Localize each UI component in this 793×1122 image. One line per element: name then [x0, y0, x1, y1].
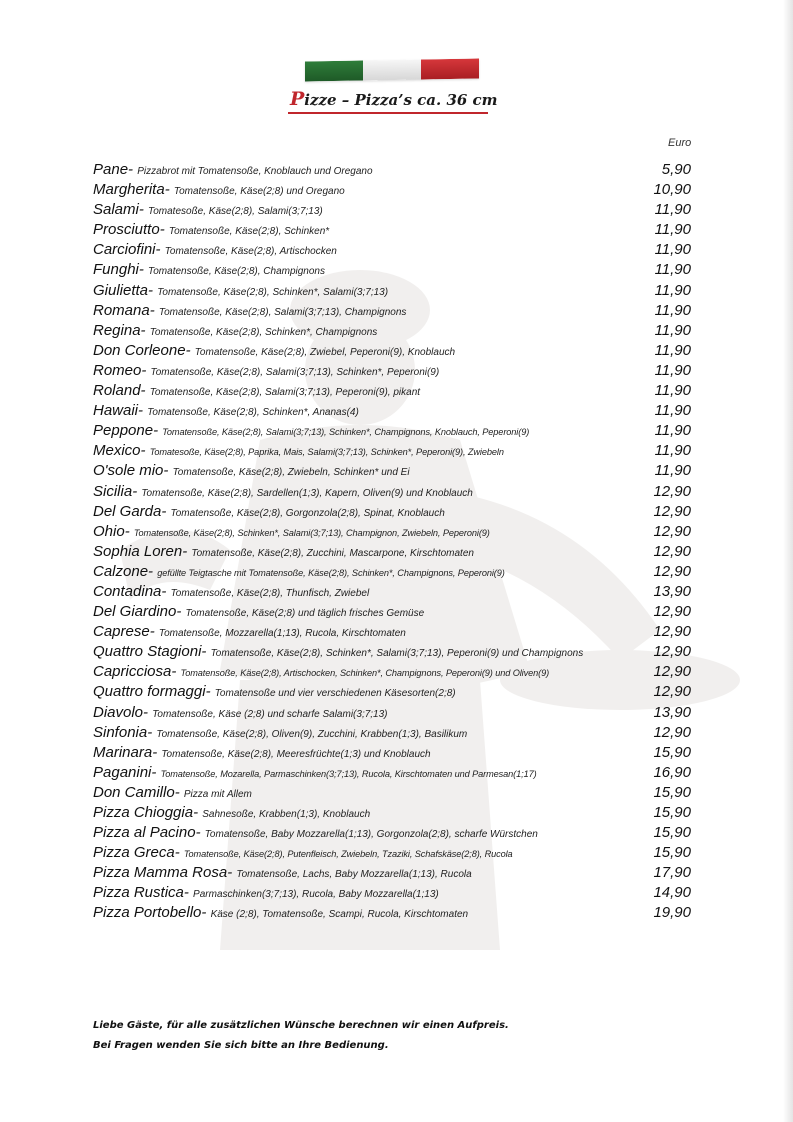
menu-item-separator: - — [140, 321, 150, 339]
menu-item-separator: - — [140, 382, 150, 400]
menu-item-description: Tomatensoße, Käse(2;8), Putenfleisch, Zwiebeln, Tzaziki, Schafskäse(2;8), Rucola — [183, 849, 513, 860]
title-text: izze – Pizza’s ca. 36 cm — [304, 91, 498, 109]
menu-item-separator: - — [153, 422, 163, 440]
menu-item — [93, 260, 693, 280]
menu-item-description: Tomatensoße, Käse(2;8), Schinken*, Champignons — [149, 326, 378, 338]
menu-item-separator: - — [174, 844, 184, 862]
currency-label: Euro — [668, 137, 692, 149]
menu-item-name: Pizza Portobello — [93, 904, 202, 922]
menu-item-description: Tomatensoße, Käse(2;8), Salami(3;7;13), Champignons — [158, 306, 407, 318]
menu-item-price: 13,90 — [653, 703, 691, 721]
menu-item — [93, 903, 693, 923]
menu-item-price: 12,90 — [653, 562, 691, 580]
menu-item-description: Tomatensoße, Käse(2;8) und täglich frisches Gemüse — [185, 608, 425, 620]
menu-item — [93, 542, 693, 562]
menu-item-separator: - — [171, 663, 181, 681]
menu-item-price: 11,90 — [654, 201, 691, 219]
menu-item-name: Calzone — [93, 562, 149, 580]
menu-item-description: Pizza mit Allem — [183, 788, 252, 800]
menu-item-name: Prosciutto — [93, 221, 160, 239]
menu-item-description: Tomatensoße, Käse(2;8), Meeresfrüchte(1;3) und Knoblauch — [161, 748, 431, 760]
menu-item-price: 15,90 — [653, 824, 691, 842]
menu-item — [93, 823, 693, 843]
menu-item-description: Tomatensoße und vier verschiedenen Käsesorten(2;8) — [214, 688, 456, 700]
menu-item-separator: - — [201, 904, 211, 922]
menu-item-description: Tomatensoße, Käse(2;8), Schinken*, Salami(3;7;13) — [157, 286, 389, 298]
menu-item-separator: - — [128, 161, 138, 178]
menu-item-price: 12,90 — [653, 683, 691, 701]
menu-item-price: 11,90 — [654, 382, 691, 400]
menu-item-price: 16,90 — [653, 763, 691, 781]
menu-item-separator: - — [152, 743, 162, 761]
menu-item-description: Tomatensoße, Käse(2;8), Artischocken — [164, 246, 337, 258]
menu-item-price: 12,90 — [653, 603, 691, 621]
menu-item — [93, 863, 693, 883]
menu-item-separator: - — [147, 723, 157, 741]
menu-item-separator: - — [183, 884, 194, 902]
menu-item-name: Pane — [93, 161, 129, 178]
menu-item-separator: - — [151, 763, 161, 781]
menu-item-name: Contadina — [93, 582, 162, 600]
menu-item — [93, 562, 693, 582]
menu-item-name: Don Corleone — [93, 341, 186, 359]
menu-item-description: Tomatensoße, Käse(2;8), Zwiebel, Peperoni(9), Knoblauch — [194, 346, 456, 358]
menu-item-description: Parmaschinken(3;7;13), Rucola, Baby Mozzarella(1;13) — [193, 889, 439, 901]
footer-line-2: Bei Fragen wenden Sie sich bitte an Ihre Bedienung. — [93, 1040, 389, 1051]
menu-item — [93, 321, 693, 341]
menu-item — [93, 743, 693, 763]
menu-item-separator: - — [193, 804, 203, 821]
menu-item-price: 12,90 — [653, 502, 691, 520]
menu-item — [93, 883, 693, 903]
menu-item-name: Del Garda — [93, 502, 162, 520]
menu-item-description: Tomatensoße, Käse(2;8), Artischocken, Schinken*, Champignons, Peperoni(9) und Oliven(9) — [180, 668, 550, 679]
menu-item — [93, 642, 693, 662]
menu-item-price: 12,90 — [653, 522, 691, 540]
menu-item-separator: - — [163, 462, 173, 480]
menu-item-name: Sophia Loren — [93, 542, 183, 560]
menu-item-description: Tomatensoße, Käse(2;8), Schinken* — [168, 226, 330, 238]
menu-item-separator: - — [164, 181, 174, 199]
menu-item — [93, 361, 693, 381]
menu-item-description: Käse (2;8), Tomatensoße, Scampi, Rucola, Kirschtomaten — [210, 909, 469, 921]
menu-item-separator: - — [201, 643, 211, 661]
menu-item-description: Tomatensoße, Käse(2;8), Zwiebeln, Schinken* und Ei — [172, 467, 410, 479]
menu-item — [93, 783, 693, 803]
menu-item-price: 12,90 — [653, 643, 691, 661]
menu-item-price: 5,90 — [661, 161, 691, 178]
menu-item-description: Tomatensoße, Käse(2;8), Salami(3;7;13), Schinken*, Champignons, Knoblauch, Peperoni(9) — [162, 427, 530, 438]
menu-item-separator: - — [174, 783, 184, 801]
menu-item-name: Romeo — [93, 361, 142, 379]
menu-item — [93, 421, 693, 441]
menu-item-separator: - — [143, 703, 153, 721]
menu-item-price: 12,90 — [653, 542, 691, 560]
menu-item-price: 11,90 — [654, 281, 691, 299]
menu-item-price: 11,90 — [654, 422, 691, 440]
menu-item-name: Carciofini — [93, 241, 156, 259]
menu-item — [93, 281, 693, 301]
menu-item-description: Tomatesoße, Käse(2;8), Salami(3;7;13) — [148, 206, 323, 218]
menu-item-separator: - — [185, 341, 195, 359]
menu-item-price: 14,90 — [653, 884, 691, 902]
menu-item — [93, 461, 693, 481]
menu-item — [93, 622, 693, 642]
menu-item-description: Tomatensoße, Mozarella, Parmaschinken(3;7;13), Rucola, Kirschtomaten und Parmesan(1;17) — [160, 768, 537, 779]
menu-item-name: Sinfonia — [93, 723, 148, 741]
menu-item — [93, 401, 693, 421]
menu-item — [93, 482, 693, 502]
menu-item-name: Pizza Chioggia — [93, 804, 194, 821]
menu-item-price: 11,90 — [654, 261, 691, 279]
menu-item — [93, 723, 693, 743]
menu-item-name: Salami — [93, 201, 139, 219]
menu-item-name: Quattro formaggi — [93, 683, 206, 701]
menu-item — [93, 502, 693, 522]
menu-item-price: 11,90 — [654, 341, 691, 359]
menu-item-name: Don Camillo — [93, 783, 175, 801]
menu-item-name: Paganini — [93, 763, 152, 781]
menu-item-separator: - — [176, 603, 186, 621]
menu-item-separator: - — [159, 221, 169, 239]
menu-item-price: 13,90 — [653, 582, 691, 600]
menu-item-separator: - — [227, 864, 237, 882]
menu-item-price: 15,90 — [653, 743, 691, 761]
menu-item-description: Pizzabrot mit Tomatensoße, Knoblauch und Oregano — [137, 166, 373, 177]
menu-item-description: Tomatensoße, Käse(2;8), Schinken*, Salami(3;7;13), Champignon, Zwiebeln, Peperoni(9) — [133, 527, 490, 538]
menu-item-price: 19,90 — [653, 904, 691, 922]
menu-item-description: Tomatesoße, Käse(2;8), Paprika, Mais, Salami(3;7;13), Schinken*, Peperoni(9), Zwiebeln — [149, 447, 504, 458]
menu-item-name: Diavolo — [93, 703, 144, 721]
menu-item-separator: - — [124, 522, 134, 540]
menu-item — [93, 582, 693, 602]
menu-item-price: 11,90 — [654, 402, 691, 420]
menu-item — [93, 160, 693, 180]
menu-item-description: Sahnesoße, Krabben(1;3), Knoblauch — [202, 809, 371, 820]
menu-item-name: Ohio — [93, 522, 125, 540]
title-underline — [288, 112, 488, 114]
menu-item — [93, 662, 693, 682]
menu-item-separator: - — [161, 582, 171, 600]
menu-item-description: Tomatensoße, Käse(2;8), Oliven(9), Zucchini, Krabben(1;3), Basilikum — [156, 728, 468, 740]
menu-item-price: 11,90 — [654, 361, 691, 379]
menu-item-name: Del Giardino — [93, 603, 177, 621]
menu-item-separator: - — [161, 502, 171, 520]
menu-item — [93, 522, 693, 542]
menu-item-price: 11,90 — [654, 321, 691, 339]
menu-item-separator: - — [149, 623, 159, 641]
menu-item-name: Roland — [93, 382, 141, 400]
menu-item — [93, 381, 693, 401]
menu-item-separator: - — [155, 241, 165, 259]
menu-item-description: Tomatensoße, Käse(2;8), Thunfisch, Zwiebel — [170, 587, 370, 599]
menu-item-description: Tomatensoße, Käse(2;8), Schinken*, Salami(3;7;13), Peperoni(9) und Champignons — [210, 648, 584, 660]
pizza-menu-list — [93, 160, 693, 924]
menu-item — [93, 341, 693, 361]
menu-item-name: Funghi — [93, 261, 139, 279]
menu-item-description: Tomatensoße, Käse(2;8), Schinken*, Ananas(4) — [147, 407, 359, 419]
menu-item-name: Regina — [93, 321, 141, 339]
menu-item — [93, 441, 693, 461]
menu-item-price: 12,90 — [653, 623, 691, 641]
menu-item — [93, 682, 693, 702]
footer-line-1: Liebe Gäste, für alle zusätzlichen Wünsche berechnen wir einen Aufpreis. — [93, 1020, 509, 1031]
menu-item — [93, 763, 693, 783]
menu-item-separator: - — [148, 281, 158, 299]
menu-item-description: Tomatensoße, Lachs, Baby Mozzarella(1;13), Rucola — [236, 869, 472, 881]
menu-item-name: Peppone — [93, 422, 154, 440]
menu-item-description: Tomatensoße, Käse(2;8), Salami(3;7;13), Schinken*, Peperoni(9) — [150, 366, 440, 378]
menu-item-price: 11,90 — [654, 462, 691, 480]
menu-item — [93, 220, 693, 240]
menu-item-separator: - — [148, 562, 158, 580]
menu-item-name: Quattro Stagioni — [93, 643, 202, 661]
menu-item-price: 11,90 — [654, 241, 691, 259]
menu-item-description: Tomatensoße, Käse(2;8), Sardellen(1;3), Kapern, Oliven(9) und Knoblauch — [141, 487, 473, 499]
menu-item-price: 15,90 — [653, 783, 691, 801]
menu-item-separator: - — [138, 261, 149, 279]
menu-item-name: Capricciosa — [93, 663, 172, 681]
menu-item-price: 11,90 — [654, 442, 691, 460]
menu-item-separator: - — [138, 402, 148, 420]
menu-item-name: Giulietta — [93, 281, 149, 299]
menu-item-separator: - — [132, 482, 142, 500]
menu-item-description: Tomatensoße, Käse(2;8), Gorgonzola(2;8), Spinat, Knoblauch — [170, 507, 445, 519]
menu-item-description: Tomatensoße, Käse(2;8), Champignons — [148, 266, 325, 278]
menu-item-name: Pizza Mamma Rosa — [93, 864, 228, 882]
menu-item — [93, 200, 693, 220]
menu-item-description: Tomatensoße, Käse (2;8) und scharfe Salami(3;7;13) — [152, 708, 388, 720]
menu-item-price: 12,90 — [653, 482, 691, 500]
page-edge-shadow — [783, 0, 793, 1122]
menu-item-name: Caprese — [93, 623, 150, 641]
menu-item-price: 15,90 — [653, 804, 691, 821]
menu-item — [93, 240, 693, 260]
menu-item-separator: - — [149, 301, 159, 319]
menu-item-description: Tomatensoße, Mozzarella(1;13), Rucola, Kirschtomaten — [158, 628, 406, 640]
menu-item-separator: - — [141, 361, 151, 379]
menu-item-separator: - — [205, 683, 215, 701]
menu-item-name: Margherita — [93, 181, 165, 199]
menu-item-price: 11,90 — [654, 301, 691, 319]
menu-item-name: Mexico — [93, 442, 141, 460]
menu-item-description: Tomatensoße, Käse(2;8), Zucchini, Mascarpone, Kirschtomaten — [191, 547, 474, 559]
menu-item-name: Romana — [93, 301, 150, 319]
menu-item-separator: - — [182, 542, 192, 560]
menu-item-name: O'sole mio — [93, 462, 164, 480]
menu-item-name: Marinara — [93, 743, 153, 761]
menu-item-separator: - — [195, 824, 205, 842]
footer-note — [93, 1016, 509, 1056]
menu-item-name: Pizza Greca — [93, 844, 175, 862]
menu-item-name: Hawaii — [93, 402, 139, 420]
menu-item-separator: - — [138, 201, 149, 219]
menu-item — [93, 602, 693, 622]
menu-item-name: Pizza Rustica — [93, 884, 184, 902]
menu-item-description: Tomatensoße, Käse(2;8), Salami(3;7;13), Peperoni(9), pikant — [149, 387, 421, 399]
menu-item-price: 12,90 — [653, 663, 691, 681]
menu-item-price: 11,90 — [654, 221, 691, 239]
menu-item-price: 15,90 — [653, 844, 691, 862]
menu-item-name: Sicilia — [93, 482, 133, 500]
menu-item-price: 17,90 — [653, 864, 691, 882]
italian-flag-icon — [305, 58, 479, 81]
page-title — [290, 88, 498, 110]
menu-item-description: Tomatensoße, Baby Mozzarella(1;13), Gorgonzola(2;8), scharfe Würstchen — [204, 829, 538, 841]
menu-item — [93, 803, 693, 823]
menu-item-separator: - — [140, 442, 150, 460]
menu-item-price: 10,90 — [653, 181, 691, 199]
menu-item — [93, 843, 693, 863]
menu-item-description: gefüllte Teigtasche mit Tomatensoße, Käse(2;8), Schinken*, Champignons, Peperoni(9) — [157, 567, 505, 578]
menu-item — [93, 180, 693, 200]
title-initial: P — [290, 88, 305, 110]
menu-item — [93, 703, 693, 723]
menu-item — [93, 301, 693, 321]
menu-item-name: Pizza al Pacino — [93, 824, 196, 842]
menu-item-description: Tomatensoße, Käse(2;8) und Oregano — [173, 186, 345, 198]
menu-item-price: 12,90 — [653, 723, 691, 741]
